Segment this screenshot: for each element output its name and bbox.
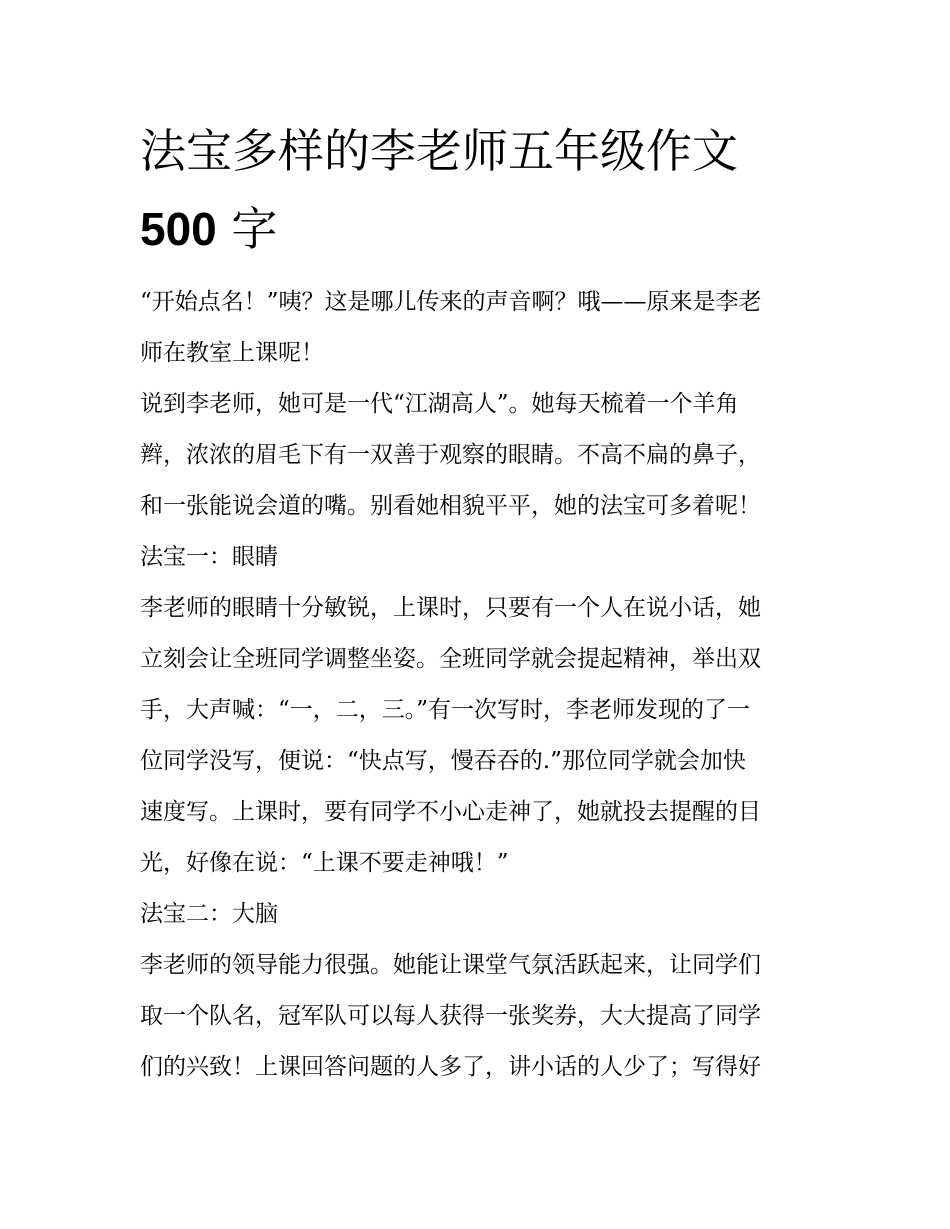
text-line: 手，大声喊：“一，二，三。”有一次写时，李老师发现的了一: [140, 697, 751, 723]
text-line: 立刻会让全班同学调整坐姿。全班同学就会提起精神，举出双: [140, 646, 761, 672]
page-title: [140, 112, 820, 268]
text-line: 说到李老师，她可是一代“江湖高人”。她每天梳着一个羊角: [140, 391, 739, 417]
text-line: 李老师的眼睛十分敏锐，上课时，只要有一个人在说小话，她: [140, 595, 761, 621]
text-line: 师在教室上课呢！: [140, 340, 324, 366]
text-line: 位同学没写，便说：“快点写，慢吞吞的.”那位同学就会加快: [140, 748, 746, 774]
section-heading-1: 法宝一：眼睛: [140, 544, 278, 570]
text-line: 们的兴致！上课回答问题的人多了，讲小话的人少了；写得好: [140, 1054, 761, 1080]
section-heading-2: 法宝二：大脑: [140, 901, 278, 927]
title-main: 法宝多样的李老师五年级作文: [140, 124, 738, 178]
text-line: 辫，浓浓的眉毛下有一双善于观察的眼睛。不高不扁的鼻子，: [140, 442, 761, 468]
text-line: 李老师的领导能力很强。她能让课堂气氛活跃起来，让同学们: [140, 952, 761, 978]
title-number: 500: [140, 203, 217, 255]
text-line: 取一个队名，冠军队可以每人获得一张奖券，大大提高了同学: [140, 1003, 761, 1029]
text-line: 速度写。上课时，要有同学不小心走神了，她就投去提醒的目: [140, 799, 761, 825]
article-body: [140, 277, 820, 1093]
text-line: 和一张能说会道的嘴。别看她相貌平平，她的法宝可多着呢！: [140, 493, 761, 519]
text-line: 光，好像在说：“上课不要走神哦！”: [140, 850, 509, 876]
title-tail: 字: [231, 202, 278, 256]
text-line: “开始点名！”咦？这是哪儿传来的声音啊？哦——原来是李老: [140, 289, 762, 315]
